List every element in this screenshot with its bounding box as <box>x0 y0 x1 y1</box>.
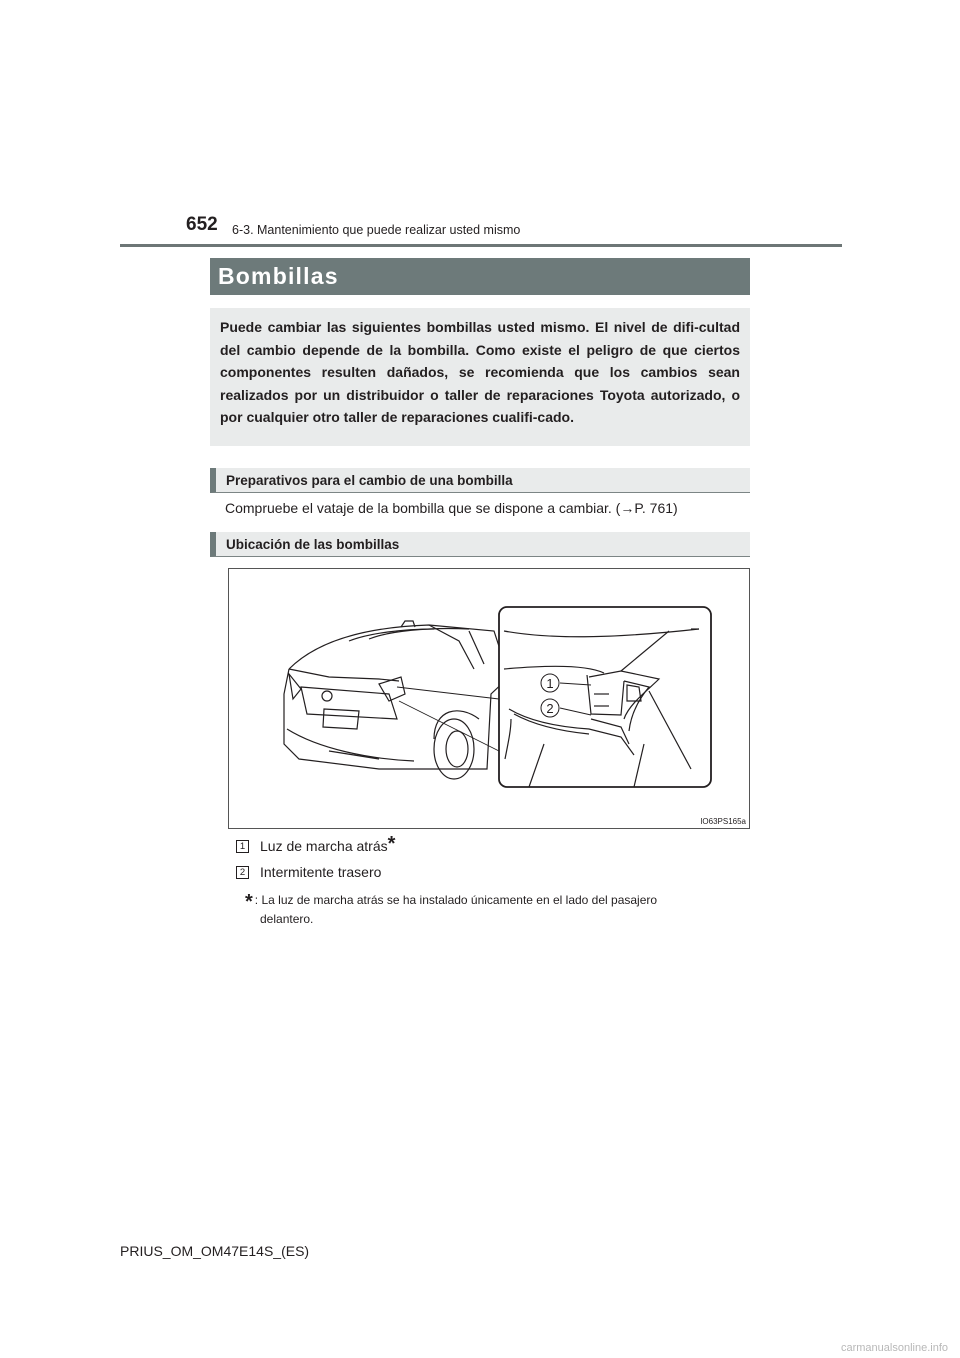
page-title <box>210 258 750 295</box>
license-plate <box>323 709 359 729</box>
legend-item-backup-light: 1 Luz de marcha atrás * <box>236 838 395 854</box>
bulb-location-figure <box>228 568 750 829</box>
prep-heading-text: Preparativos para el cambio de una bombilla <box>226 472 513 488</box>
location-heading <box>210 532 750 557</box>
legend-label-1: Luz de marcha atrás <box>260 838 388 854</box>
footnote-asterisk: * <box>245 891 253 913</box>
callout-1-label: 1 <box>546 676 554 691</box>
prep-heading <box>210 468 750 493</box>
header-divider <box>120 244 842 247</box>
section-title: 6-3. Mantenimiento que puede realizar usted mismo <box>232 223 521 237</box>
car-rear-illustration <box>229 569 749 828</box>
footnote-line-1: : La luz de marcha atrás se ha instalado únicamente en el lado del pasajero <box>254 893 658 907</box>
footnote <box>245 889 745 929</box>
document-id: PRIUS_OM_OM47E14S_(ES) <box>120 1243 310 1259</box>
legend-item-rear-turn-signal <box>236 864 381 880</box>
legend-label-2: Intermitente trasero <box>260 864 382 880</box>
footnote-line-2: delantero. <box>260 912 314 926</box>
taillight-detail-inset <box>499 607 711 787</box>
page-number: 652 <box>186 214 218 235</box>
figure-code: IO63PS165a <box>700 817 746 826</box>
legend-number-1: 1 <box>236 840 249 853</box>
watermark: carmanualsonline.info <box>840 1342 948 1354</box>
prep-text: Compruebe el vataje de la bombilla que se dispone a cambiar. (→P. 761) <box>225 500 678 516</box>
page-title-text: Bombillas <box>218 263 339 289</box>
intro-text: Puede cambiar las siguientes bombillas usted mismo. El nivel de difi-cultad del cambio depende de la bombilla. Como existe el peligro de que ciertos componentes resulten dañados, se recomienda que los cambios sean realizados por un distribuidor o taller de reparaciones Toyota autorizado, o por cualquier otro taller de reparaciones cualifi-cado. <box>220 319 740 425</box>
callout-2-label: 2 <box>546 701 554 716</box>
legend-number-2: 2 <box>236 866 249 879</box>
location-heading-text: Ubicación de las bombillas <box>226 536 400 552</box>
intro-box <box>210 308 750 446</box>
